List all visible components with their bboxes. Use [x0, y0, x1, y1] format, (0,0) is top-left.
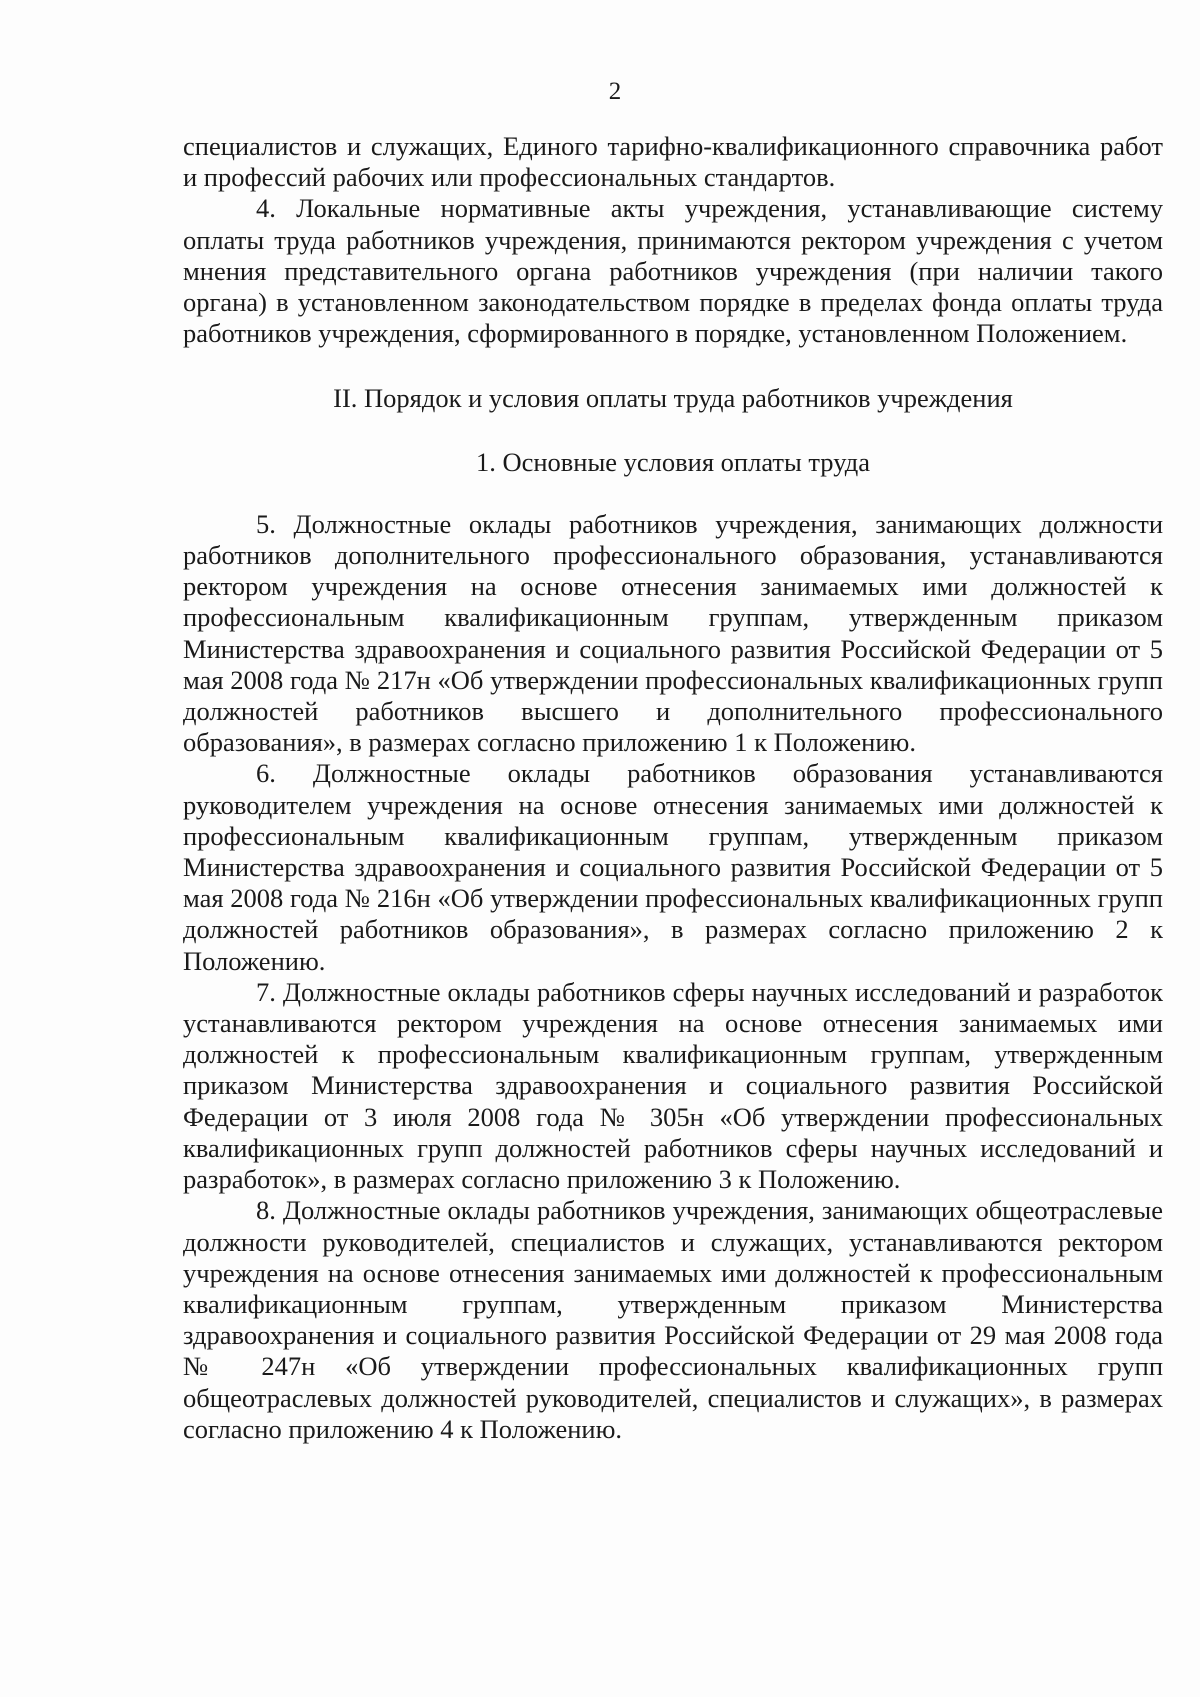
- paragraph-4: 4. Локальные нормативные акты учреждения, устанавливающие систему оплаты труда работников учреждения, принимаются ректором учреждения с учетом мнения представительного органа работников учреждения (при наличии такого органа) в установленном законодательством порядке в пределах фонда оплаты труда работников учреждения, сформированного в порядке, установленном Положением.: [183, 193, 1163, 349]
- paragraph-5: 5. Должностные оклады работников учреждения, занимающих должности работников дополнительного профессионального образования, устанавливаются ректором учреждения на основе отнесения занимаемых ими должностей к профессиональным квалификационным группам, утвержденным приказом Министерства здравоохранения и социального развития Российской Федерации от 5 мая 2008 года № 217н «Об утверждении профессиональных квалификационных групп должностей работников высшего и дополнительного профессионального образования», в размерах согласно приложению 1 к Положению.: [183, 508, 1163, 758]
- paragraph-7: 7. Должностные оклады работников сферы научных исследований и разработок устанавливаются ректором учреждения на основе отнесения занимаемых ими должностей к профессиональным квалификационным группам, утвержденным приказом Министерства здравоохранения и социального развития Российской Федерации от 3 июля 2008 года № 305н «Об утверждении профессиональных квалификационных групп должностей работников сферы научных исследований и разработок», в размерах согласно приложению 3 к Положению.: [183, 976, 1163, 1195]
- page-number: 2: [608, 78, 622, 105]
- paragraph-continuation: специалистов и служащих, Единого тарифно-квалификационного справочника работ и профессий рабочих или профессиональных стандартов.: [183, 131, 1163, 193]
- document-body: [183, 131, 1163, 1445]
- paragraph-6: 6. Должностные оклады работников образования устанавливаются руководителем учреждения на основе отнесения занимаемых ими должностей к профессиональным квалификационным группам, утвержденным приказом Министерства здравоохранения и социального развития Российской Федерации от 5 мая 2008 года № 216н «Об утверждении профессиональных квалификационных групп должностей работников образования», в размерах согласно приложению 2 к Положению.: [183, 758, 1163, 976]
- section-heading: II. Порядок и условия оплаты труда работников учреждения: [333, 383, 1013, 414]
- paragraph-8: 8. Должностные оклады работников учреждения, занимающих общеотраслевые должности руководителей, специалистов и служащих, устанавливаются ректором учреждения на основе отнесения занимаемых ими должностей к профессиональным квалификационным группам, утвержденным приказом Министерства здравоохранения и социального развития Российской Федерации от 29 мая 2008 года № 247н «Об утверждении профессиональных квалификационных групп общеотраслевых должностей руководителей, специалистов и служащих», в размерах согласно приложению 4 к Положению.: [183, 1195, 1163, 1444]
- subsection-heading: 1. Основные условия оплаты труда: [475, 446, 871, 477]
